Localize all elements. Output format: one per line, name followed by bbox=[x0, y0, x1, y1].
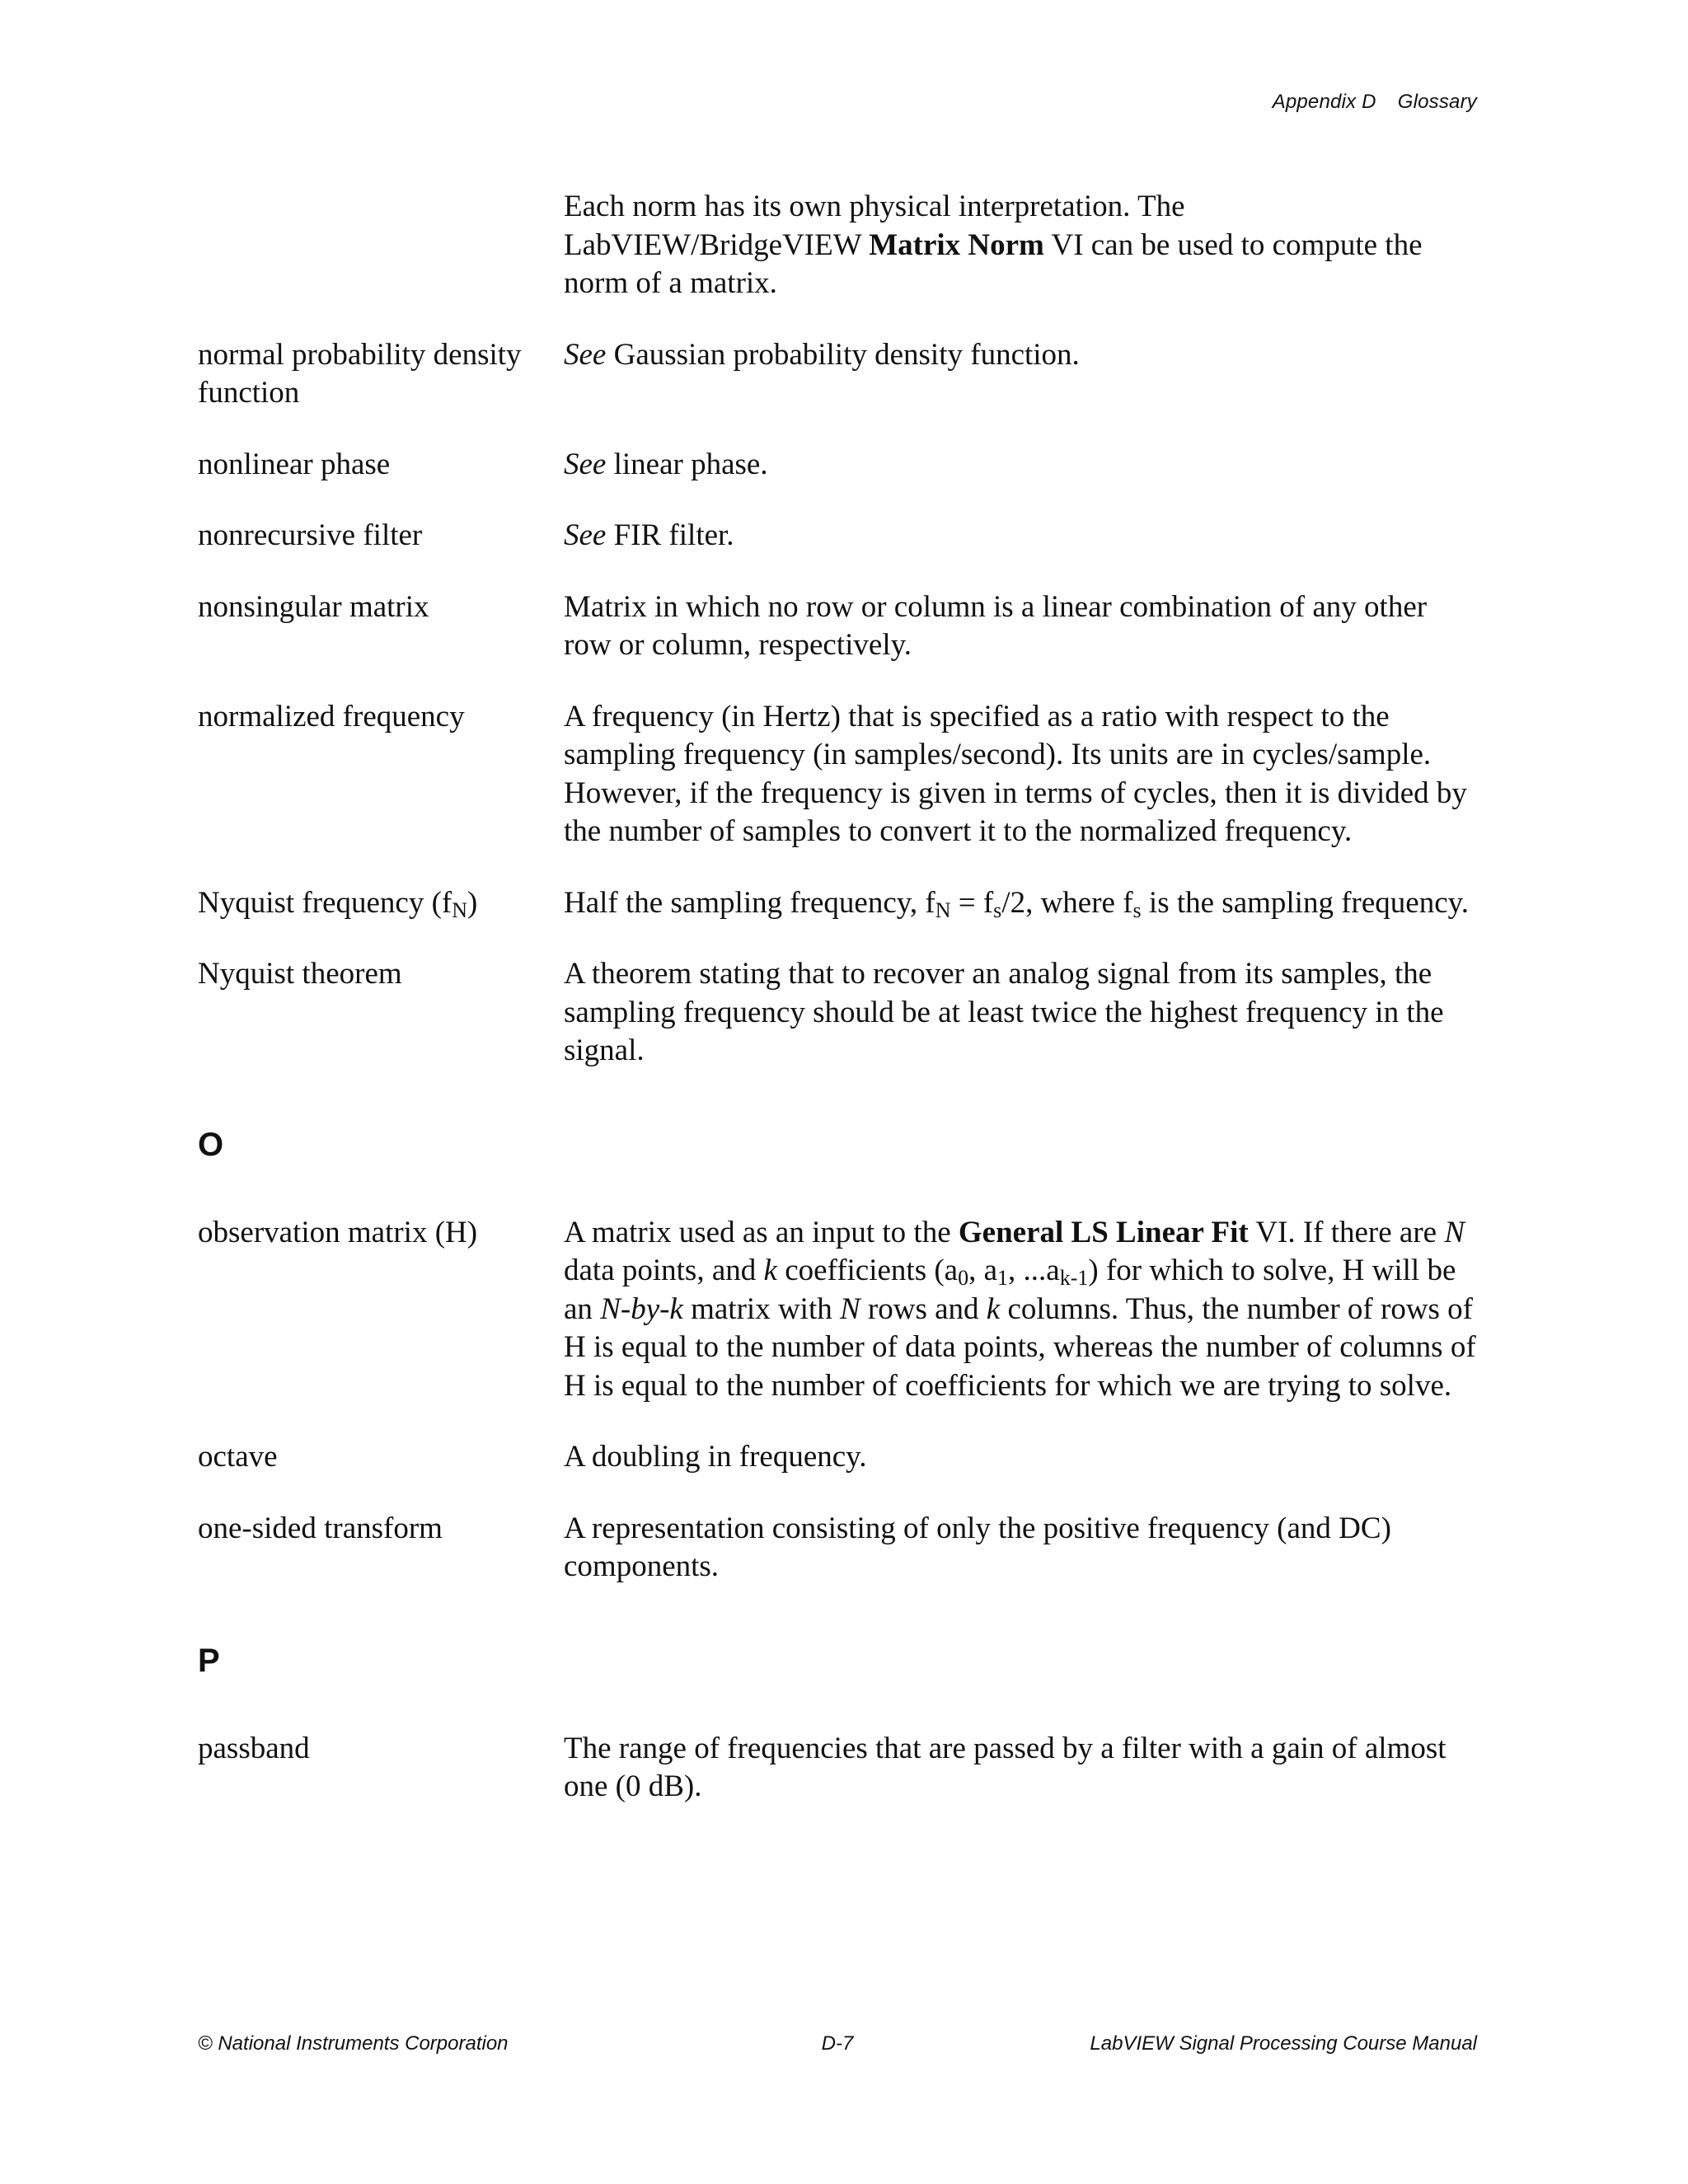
glossary-entry bbox=[198, 1730, 1477, 1807]
glossary-term: nonrecursive filter bbox=[198, 518, 423, 552]
footer-copyright: © National Instruments Corporation bbox=[198, 2032, 509, 2055]
definition-text: , a bbox=[968, 1254, 998, 1287]
glossary-definition bbox=[564, 884, 1477, 923]
see-reference: See bbox=[564, 518, 607, 552]
definition-text: coefficients (a bbox=[776, 1254, 959, 1287]
continuation-text-part: Each norm has its own physical interpretation. The LabVIEW/BridgeVIEW bbox=[564, 190, 1185, 262]
glossary-definition: Matrix in which no row or column is a linear combination of any other row or column, respectively. bbox=[564, 589, 1428, 662]
glossary-entry bbox=[198, 884, 1477, 923]
term-text: ) bbox=[467, 885, 478, 920]
glossary-content bbox=[198, 188, 1477, 1840]
definition-text: Gaussian probability density function. bbox=[606, 337, 1080, 372]
definition-text: linear phase. bbox=[606, 447, 768, 481]
definition-text: , ...a bbox=[1008, 1254, 1060, 1287]
glossary-term: octave bbox=[198, 1440, 278, 1474]
running-head-title: Glossary bbox=[1397, 91, 1477, 113]
section-letter-o: O bbox=[198, 1126, 224, 1163]
glossary-entry bbox=[198, 1438, 1477, 1477]
glossary-entry bbox=[198, 698, 1477, 851]
definition-text: matrix with bbox=[682, 1291, 840, 1326]
glossary-definition: A theorem stating that to recover an analog signal from its samples, the sampling frequency should be at least twice the highest frequency in the signal. bbox=[564, 957, 1444, 1067]
glossary-term: nonsingular matrix bbox=[198, 589, 429, 624]
glossary-entry bbox=[198, 336, 1477, 413]
glossary-entry bbox=[198, 955, 1477, 1071]
glossary-term: observation matrix (H) bbox=[198, 1215, 478, 1249]
variable: k bbox=[763, 1254, 777, 1287]
subscript: N bbox=[935, 898, 951, 922]
vi-name: General LS Linear Fit bbox=[958, 1215, 1249, 1249]
glossary-term: one-sided transform bbox=[198, 1511, 443, 1545]
page-number: D-7 bbox=[821, 2032, 854, 2055]
running-head bbox=[1273, 91, 1477, 114]
subscript: 0 bbox=[958, 1266, 969, 1290]
glossary-definition: A representation consisting of only the positive frequency (and DC) components. bbox=[564, 1511, 1391, 1583]
term-text: Nyquist frequency (f bbox=[198, 885, 452, 920]
running-head-section: Appendix D bbox=[1272, 91, 1376, 113]
definition-text: = f bbox=[950, 885, 994, 920]
glossary-definition bbox=[564, 446, 1477, 485]
glossary-definition: A doubling in frequency. bbox=[564, 1440, 867, 1474]
glossary-term bbox=[198, 884, 564, 923]
section-letter-p: P bbox=[198, 1642, 220, 1679]
definition-text: /2, where f bbox=[1001, 885, 1133, 920]
see-reference: See bbox=[564, 447, 607, 481]
glossary-definition: A frequency (in Hertz) that is specified as a ratio with respect to the sampling frequency (in samples/second). Its units are in cycles/sample. However, if the frequency is given in terms of cycles, then it is divided by the number of samples to convert it to the normalized frequency. bbox=[564, 699, 1467, 848]
definition-text: Half the sampling frequency, f bbox=[564, 885, 935, 920]
continuation-text-part: VI can be used to compute the norm of a matrix. bbox=[564, 227, 1423, 300]
glossary-definition: The range of frequencies that are passed by a filter with a gain of almost one (0 dB). bbox=[564, 1731, 1447, 1803]
footer-manual-title: LabVIEW Signal Processing Course Manual bbox=[1090, 2032, 1477, 2055]
glossary-entry bbox=[198, 446, 1477, 485]
variable: N bbox=[839, 1291, 860, 1326]
definition-text: A matrix used as an input to the bbox=[564, 1215, 959, 1249]
glossary-term: normal probability density function bbox=[198, 337, 522, 410]
glossary-definition bbox=[564, 336, 1477, 375]
glossary-definition bbox=[564, 1214, 1477, 1406]
glossary-term: Nyquist theorem bbox=[198, 957, 402, 991]
definition-text: ) for which to solve, H will be an bbox=[564, 1254, 1456, 1326]
definition-text: VI. If there are bbox=[1248, 1215, 1445, 1249]
subscript: s bbox=[993, 898, 1002, 922]
see-reference: See bbox=[564, 337, 607, 372]
definition-text: data points, and bbox=[564, 1254, 764, 1287]
subscript: k-1 bbox=[1059, 1266, 1089, 1290]
definition-text: FIR filter. bbox=[606, 518, 734, 552]
glossary-entry bbox=[198, 1510, 1477, 1586]
page-footer bbox=[198, 2032, 1477, 2060]
definition-text: is the sampling frequency. bbox=[1141, 885, 1469, 920]
definition-text: rows and bbox=[860, 1291, 987, 1326]
continuation-text bbox=[564, 188, 1477, 303]
variable: N bbox=[1444, 1215, 1465, 1249]
glossary-definition bbox=[564, 517, 1477, 555]
definition-text: columns. Thus, the number of rows of H is equal to the number of data points, whereas the number of columns of H is equal to the number of coefficients for which we are trying to solve. bbox=[564, 1291, 1476, 1403]
glossary-entry bbox=[198, 517, 1477, 555]
subscript: N bbox=[452, 898, 468, 922]
glossary-entry bbox=[198, 1214, 1477, 1406]
variable: N-by-k bbox=[600, 1291, 683, 1326]
subscript: s bbox=[1132, 898, 1142, 922]
variable: k bbox=[986, 1291, 1001, 1326]
subscript: 1 bbox=[997, 1266, 1009, 1290]
glossary-term: normalized frequency bbox=[198, 699, 465, 733]
glossary-continuation bbox=[198, 188, 1477, 303]
glossary-term: passband bbox=[198, 1731, 310, 1765]
glossary-term: nonlinear phase bbox=[198, 447, 391, 481]
glossary-entry bbox=[198, 588, 1477, 665]
matrix-norm-vi-name: Matrix Norm bbox=[869, 227, 1044, 262]
